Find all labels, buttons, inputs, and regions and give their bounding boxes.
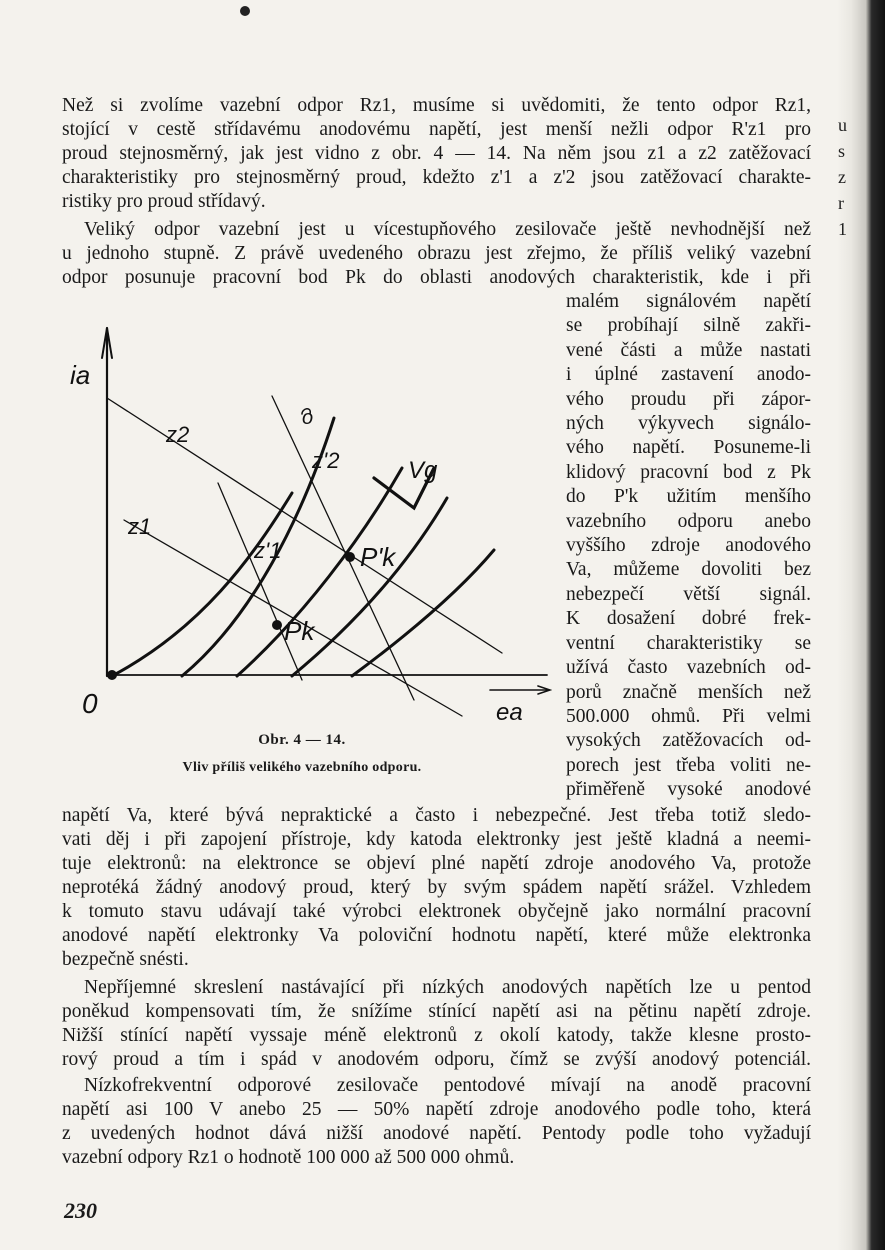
- text-line: ventní charakteristiky se: [566, 632, 811, 654]
- pk-prime-label: P'k: [360, 542, 396, 572]
- paragraph-3: [62, 976, 811, 1072]
- o-label: o: [302, 407, 314, 429]
- operating-point-pk-prime: [345, 552, 355, 562]
- text-line: ných výkyvech signálo-: [566, 413, 811, 435]
- figure-load-lines-diagram: [62, 318, 552, 726]
- text-line: vati děj i při zapojení přístroje, kdy katoda elektronky jest ještě kladná a neemi-: [62, 829, 811, 850]
- edge-letter: u: [838, 115, 847, 135]
- text-line: malém signálovém napětí: [566, 291, 811, 312]
- edge-letter: z: [838, 167, 846, 187]
- y-axis-label: ia: [70, 360, 91, 390]
- z2-prime-label: z'2: [312, 448, 340, 473]
- text-line: napětí asi 100 V anebo 25 — 50% napětí zdroje anodového podle toho, která: [62, 1099, 811, 1120]
- vg-label: Vg: [408, 457, 438, 484]
- text-line: porů značně menších než: [566, 681, 811, 703]
- text-line: u jednoho stupně. Z právě uvedeného obrazu jest zřejmo, že příliš veliký vazební: [62, 243, 811, 264]
- page-number: 230: [64, 1198, 97, 1223]
- text-line: Nízkofrekventní odporové zesilovače pentodové mívají na anodě pracovní: [84, 1075, 811, 1096]
- x-axis-label: ea: [496, 699, 523, 726]
- text-line: odpor posunuje pracovní bod Pk do oblasti anodových charakteristik, kde i při: [62, 267, 811, 288]
- text-line: Veliký odpor vazební jest u vícestupňového zesilovače ještě nevhodnější než: [84, 219, 811, 240]
- edge-letter: r: [838, 193, 844, 213]
- text-line: charakteristiky pro stejnosměrný proud, kdežto z'1 a z'2 jsou zatěžovací charakte-: [62, 167, 811, 188]
- z1-label: z1: [128, 514, 152, 539]
- text-line: bezpečně snésti.: [62, 949, 189, 970]
- paragraph-2-continued: [62, 804, 811, 972]
- z2-label: z2: [166, 422, 190, 447]
- pk-label: Pk: [284, 616, 315, 646]
- text-line: se probíhají silně zakři-: [566, 315, 811, 337]
- text-line: vené části a může nastati: [566, 339, 811, 361]
- paragraph-1: [62, 94, 811, 214]
- text-line: klidový pracovní bod z Pk: [566, 461, 811, 483]
- text-line: do P'k užitím menšího: [566, 486, 811, 508]
- text-line: k tomuto stavu udávají také výrobci elektronek obyčejně jako normální pracovní: [62, 901, 811, 922]
- text-line: vysokých zatěžovacích od-: [566, 730, 811, 752]
- text-line: ristiky pro proud střídavý.: [62, 191, 266, 212]
- text-line: vazební odpory Rz1 o hodnotě 100 000 až 500 000 ohmů.: [62, 1147, 515, 1168]
- text-line: vyššího zdroje anodového: [566, 535, 811, 557]
- origin-label: 0: [82, 688, 98, 719]
- edge-letter: 1: [838, 219, 847, 239]
- ink-spot: [240, 6, 250, 16]
- facing-page-edge-letters: [838, 112, 858, 242]
- paragraph-2-wrap-column: [566, 290, 811, 803]
- text-line: užívá často vazebních od-: [566, 657, 811, 679]
- edge-letter: s: [838, 141, 846, 161]
- figure-caption-text: Vliv příliš velikého vazebního odporu.: [182, 760, 422, 775]
- z1-prime-label: z'1: [254, 538, 282, 563]
- text-line: přiměřeně vysoké anodové: [566, 779, 811, 801]
- text-line: vého proudu při zápor-: [566, 388, 811, 410]
- figure-caption-number: Obr. 4 — 14.: [258, 732, 346, 748]
- text-line: i úplné zastavení anodo-: [566, 364, 811, 386]
- text-line: tuje elektronů: na elektronce se objeví plné napětí zdroje anodového Va, protože: [62, 853, 811, 874]
- text-line: neprotéká žádný anodový proud, který by svým spádem napětí srážel. Vzhledem: [62, 877, 811, 898]
- text-line: stojící v cestě střídavému anodovému napětí, jest menší nežli odpor R'z1 pro: [62, 119, 811, 140]
- text-line: nebezpečí větší signál.: [566, 583, 811, 605]
- text-line: vého napětí. Posuneme-li: [566, 437, 811, 459]
- text-line: poněkud kompensovati tím, že snížíme stínící napětí asi na pětinu napětí zdroje.: [62, 1001, 811, 1022]
- text-line: proud stejnosměrný, jak jest vidno z obr. 4 — 14. Na něm jsou z1 a z2 zatěžovací: [62, 143, 811, 164]
- text-line: napětí Va, které bývá nepraktické a často i nebezpečné. Jest třeba totiž sledo-: [62, 805, 811, 826]
- text-line: vazebního odporu anebo: [566, 510, 811, 532]
- text-line: anodové napětí elektronky Va poloviční hodnotu napětí, které může elektronka: [62, 925, 811, 946]
- text-line: Va, můžeme dovoliti bez: [566, 559, 811, 581]
- text-line: 500.000 ohmů. Při velmi: [566, 705, 811, 727]
- text-line: rový proud a tím i spád v anodovém odporu, čímž se zvýší anodový potenciál.: [62, 1049, 811, 1070]
- text-line: Nižší stínící napětí vyssaje méně elektronů z okolí katody, takže klesne prosto-: [62, 1025, 811, 1046]
- text-line: Nepříjemné skreslení nastávající při nízkých anodových napětích lze u pentod: [84, 977, 811, 998]
- paragraph-4: [62, 1074, 811, 1170]
- paragraph-2: [62, 218, 811, 290]
- anode-characteristic-4: [292, 498, 447, 676]
- text-line: porech jest třeba voliti ne-: [566, 754, 811, 776]
- text-line: K dosažení dobré frek-: [566, 608, 811, 630]
- operating-point-pk: [272, 620, 282, 630]
- text-line: z uvedených hodnot dává nižší anodové napětí. Pentody podle toho vyžadují: [62, 1123, 811, 1144]
- origin-point: [107, 670, 117, 680]
- text-line: Než si zvolíme vazební odpor Rz1, musíme si uvědomiti, že tento odpor Rz1,: [62, 95, 811, 116]
